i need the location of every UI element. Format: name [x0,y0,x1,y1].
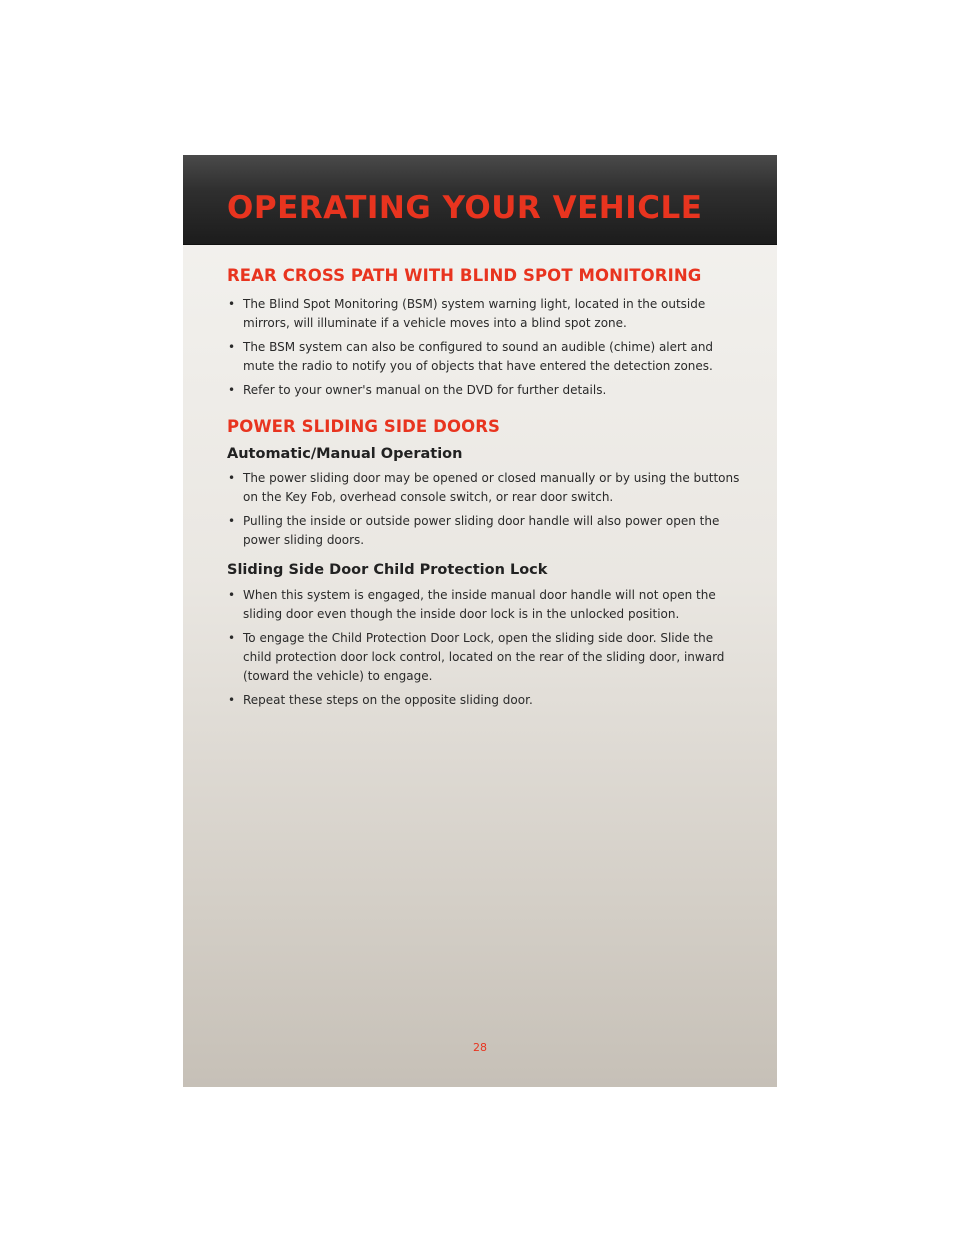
section-heading-blind-spot: REAR CROSS PATH WITH BLIND SPOT MONITORING [227,266,702,285]
bullet-item: • The Blind Spot Monitoring (BSM) system warning light, located in the outside mirrors, will illuminate if a vehicle moves into a blind spot zone. [227,295,743,333]
bullet-item: • The BSM system can also be configured to sound an audible (chime) alert and mute the radio to notify you of objects that have entered the detection zones. [227,338,743,376]
automatic-manual-bullet-list [227,469,743,550]
bullet-item: • Refer to your owner's manual on the DVD for further details. [227,381,743,400]
bullet-item: • To engage the Child Protection Door Lock, open the sliding side door. Slide the child protection door lock control, located on the rear of the sliding door, inward (toward the vehicle) to engage. [227,629,743,686]
child-lock-bullet-list [227,586,743,710]
page-title: OPERATING YOUR VEHICLE [227,190,703,226]
subsection-heading-automatic-manual: Automatic/Manual Operation [227,446,463,463]
page-content [227,266,743,715]
blind-spot-bullet-list [227,295,743,400]
manual-page [183,155,777,1087]
page-number: 28 [473,1041,487,1054]
bullet-item: • Repeat these steps on the opposite sliding door. [227,691,743,710]
page-header [183,155,777,245]
subsection-heading-child-lock: Sliding Side Door Child Protection Lock [227,562,548,579]
section-heading-sliding-doors: POWER SLIDING SIDE DOORS [227,416,500,436]
bullet-item: • The power sliding door may be opened or closed manually or by using the buttons on the Key Fob, overhead console switch, or rear door switch. [227,469,743,507]
bullet-item: • When this system is engaged, the inside manual door handle will not open the sliding door even though the inside door lock is in the unlocked position. [227,586,743,624]
spacer [227,405,743,417]
bullet-item: • Pulling the inside or outside power sliding door handle will also power open the power sliding doors. [227,512,743,550]
